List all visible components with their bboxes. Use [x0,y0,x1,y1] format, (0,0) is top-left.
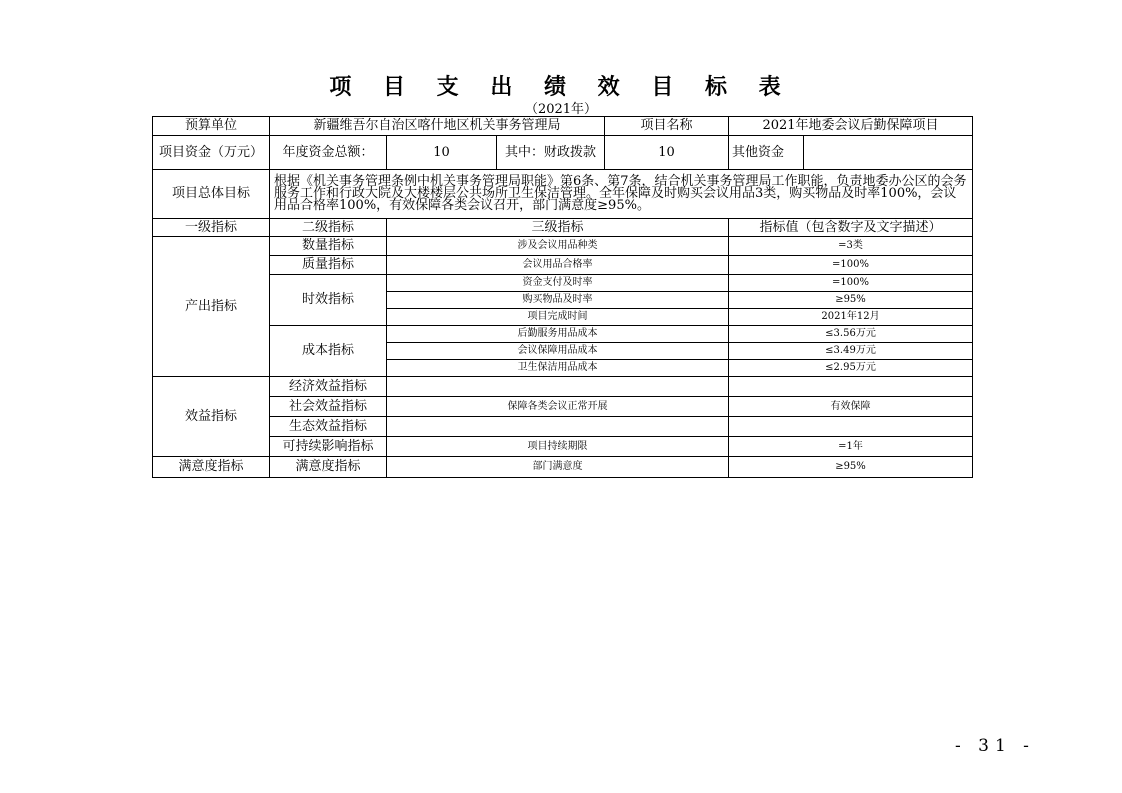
table-row-value: ≤2.95万元 [729,360,973,377]
performance-target-table [152,116,973,478]
fiscal-allocation-value: 10 [605,136,729,170]
table-row-level3: 卫生保洁用品成本 [387,360,729,377]
project-funds-label: 项目资金（万元） [153,136,270,170]
level2-quantity: 数量指标 [270,237,387,256]
table-row-level3: 资金支付及时率 [387,275,729,292]
table-row-value: ≥95% [729,292,973,309]
table-row-value: =100% [729,256,973,275]
group-benefit: 效益指标 [153,377,270,457]
group-satisfaction: 满意度指标 [153,457,270,478]
level2-sustainable: 可持续影响指标 [270,437,387,457]
table-row-value: ≤3.49万元 [729,343,973,360]
project-name-value: 2021年地委会议后勤保障项目 [729,117,973,136]
table-row-value: ≥95% [729,457,973,478]
table-row-value [729,417,973,437]
table-row-level3: 项目持续期限 [387,437,729,457]
header-indicator-value: 指标值（包含数字及文字描述） [729,219,973,237]
level2-timeliness: 时效指标 [270,275,387,326]
table-row-level3: 项目完成时间 [387,309,729,326]
overall-goal-label: 项目总体目标 [153,170,270,219]
year-subtitle: （2021年） [524,102,598,117]
header-level1: 一级指标 [153,219,270,237]
project-name-label: 项目名称 [605,117,729,136]
table-row-level3: 保障各类会议正常开展 [387,397,729,417]
table-row-value [729,377,973,397]
table-row-level3 [387,377,729,397]
table-row-level3: 后勤服务用品成本 [387,326,729,343]
budget-unit-value: 新疆维吾尔自治区喀什地区机关事务管理局 [270,117,605,136]
other-funds-value [804,136,973,170]
page-number: - 31 - [955,736,1035,756]
table-row-value: ≤3.56万元 [729,326,973,343]
table-row-value: =3类 [729,237,973,256]
overall-goal-text: 根据《机关事务管理条例中机关事务管理局职能》第6条、第7条，结合机关事务管理局工作职能，负责地委办公区的会务服务工作和行政大院及大楼楼层公共场所卫生保洁管理。全年保障及时购买会议用品3类，购买物品及时率100%，会议用品合格率100%，有效保障各类会议召开，部门满意度≥95%。 [270,170,973,219]
other-funds-label: 其他资金 [729,136,804,170]
level2-quality: 质量指标 [270,256,387,275]
table-row-level3 [387,417,729,437]
level2-satisfaction: 满意度指标 [270,457,387,478]
annual-total-label: 年度资金总额： [270,136,387,170]
table-row-value: 2021年12月 [729,309,973,326]
table-row-level3: 会议保障用品成本 [387,343,729,360]
table-row-level3: 购买物品及时率 [387,292,729,309]
table-row-level3: 部门满意度 [387,457,729,478]
level2-cost: 成本指标 [270,326,387,377]
table-row-value: 有效保障 [729,397,973,417]
header-level2: 二级指标 [270,219,387,237]
budget-unit-label: 预算单位 [153,117,270,136]
page-title: 项 目 支 出 绩 效 目 标 表 [329,75,793,100]
level2-ecological: 生态效益指标 [270,417,387,437]
table-row-level3: 会议用品合格率 [387,256,729,275]
group-output: 产出指标 [153,237,270,377]
header-level3: 三级指标 [387,219,729,237]
level2-economic: 经济效益指标 [270,377,387,397]
fiscal-allocation-label: 其中：财政拨款 [497,136,605,170]
level2-social: 社会效益指标 [270,397,387,417]
annual-total-value: 10 [387,136,497,170]
table-row-value: =1年 [729,437,973,457]
table-row-level3: 涉及会议用品种类 [387,237,729,256]
table-row-value: =100% [729,275,973,292]
